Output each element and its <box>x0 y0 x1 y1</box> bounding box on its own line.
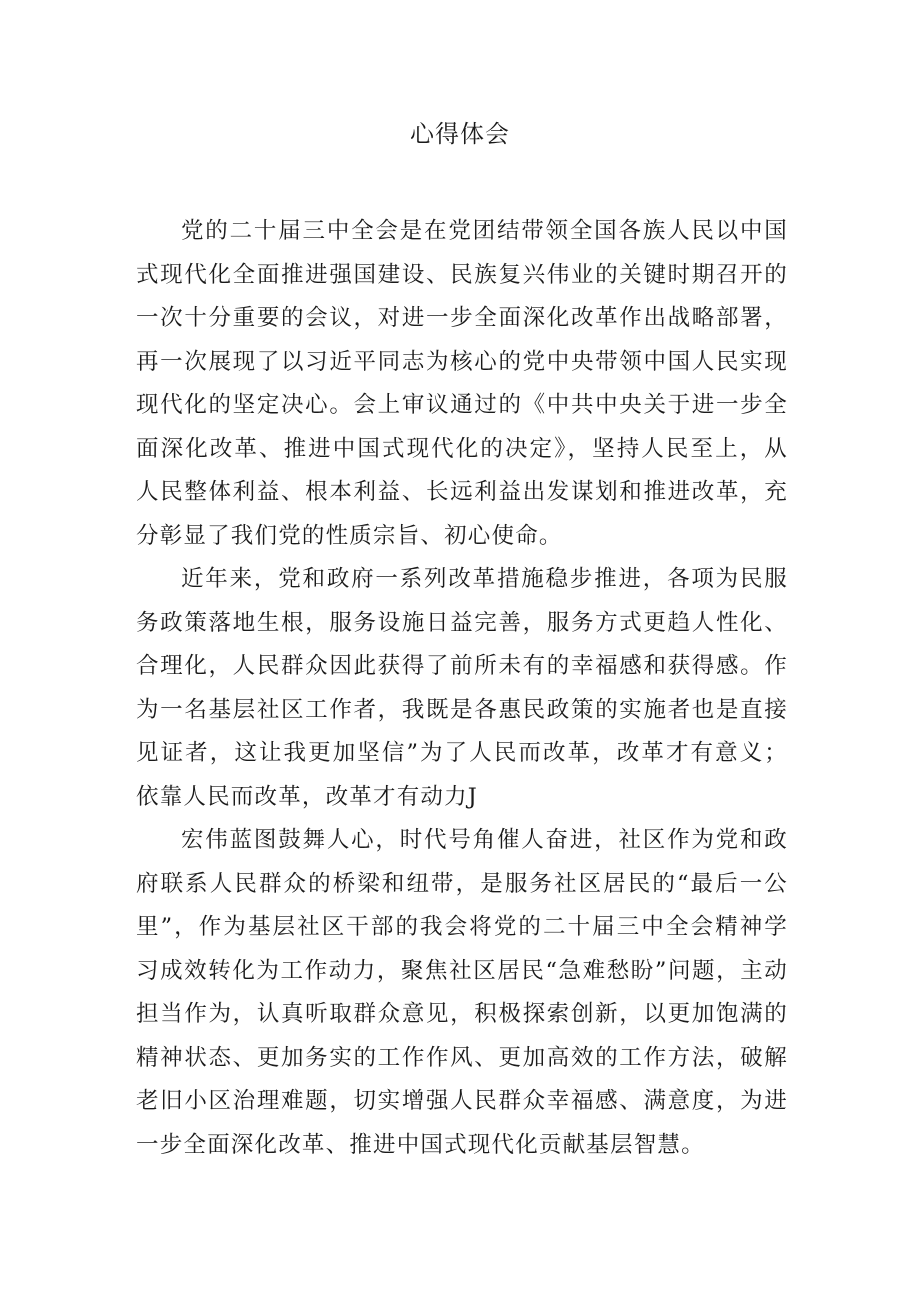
document-title: 心得体会 <box>410 120 510 148</box>
paragraph: 近年来，党和政府一系列改革措施稳步推进，各项为民服务政策落地生根，服务设施日益完善，服务方式更趋人性化、合理化，人民群众因此获得了前所未有的幸福感和获得感。作为一名基层社区工作者，我既是各惠民政策的实施者也是直接见证者，这让我更加坚信”为了人民而改革，改革才有意义；依靠人民而改革，改革才有动力J <box>136 566 788 810</box>
paragraph: 党的二十届三中全会是在党团结带领全国各族人民以中国式现代化全面推进强国建设、民族复兴伟业的关键时期召开的一次十分重要的会议，对进一步全面深化改革作出战略部署，再一次展现了以习近平同志为核心的党中央带领中国人民实现现代化的坚定决心。会上审议通过的《中共中央关于进一步全面深化改革、推进中国式现代化的决定》，坚持人民至上，从人民整体利益、根本利益、长远利益出发谋划和推进改革，充分彰显了我们党的性质宗旨、初心使命。 <box>136 218 788 549</box>
paragraph: 宏伟蓝图鼓舞人心，时代号角催人奋进，社区作为党和政府联系人民群众的桥梁和纽带，是服务社区居民的“最后一公里”，作为基层社区干部的我会将党的二十届三中全会精神学习成效转化为工作动力，聚焦社区居民“急难愁盼”问题，主动担当作为，认真听取群众意见，积极探索创新，以更加饱满的精神状态、更加务实的工作作风、更加高效的工作方法，破解老旧小区治理难题，切实增强人民群众幸福感、满意度，为进一步全面深化改革、推进中国式现代化贡献基层智慧。 <box>136 827 788 1158</box>
document-body <box>136 210 788 1167</box>
